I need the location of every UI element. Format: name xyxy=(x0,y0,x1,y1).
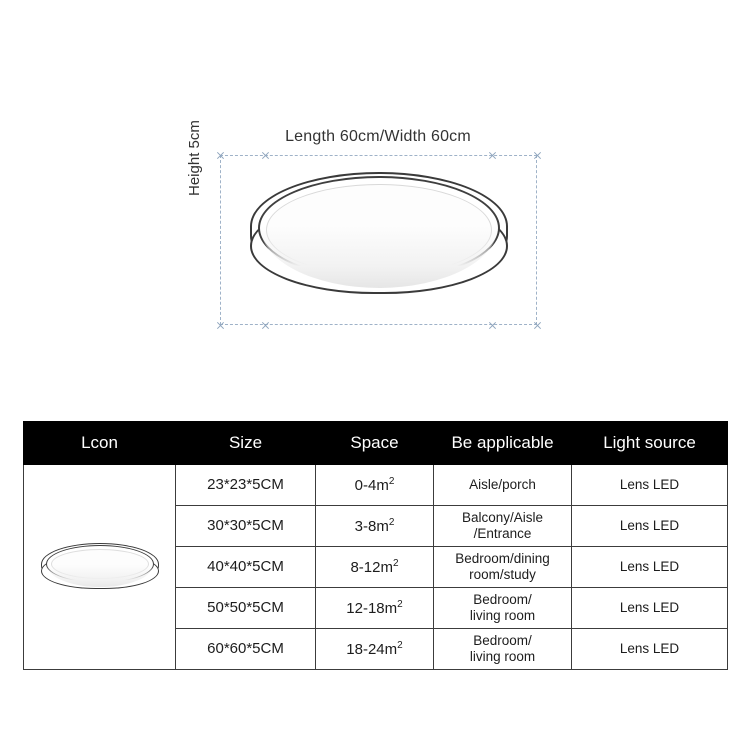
cell-space-unit: m xyxy=(376,476,389,494)
ceiling-lamp-icon xyxy=(250,172,508,304)
cell-light-source: Lens LED xyxy=(572,588,728,629)
product-icon-cell xyxy=(24,465,176,670)
cell-space-unit: m xyxy=(380,558,393,576)
cell-space xyxy=(316,629,434,670)
corner-tick-bottom-right xyxy=(533,321,542,330)
cell-light-source: Lens LED xyxy=(572,506,728,547)
cell-space-sup: 2 xyxy=(388,516,395,528)
cell-applicable-line2: room/study xyxy=(469,567,536,582)
cell-size: 60*60*5CM xyxy=(176,629,316,670)
tick-bottom-left-inner xyxy=(261,321,270,330)
header-size: Size xyxy=(176,422,316,465)
cell-space-sup: 2 xyxy=(388,475,395,487)
cell-space-value: 18-24 xyxy=(346,640,385,658)
cell-applicable xyxy=(434,506,572,547)
cell-space xyxy=(316,506,434,547)
cell-applicable-line2: living room xyxy=(469,649,536,664)
cell-space-value: 0-4 xyxy=(354,476,377,494)
cell-size: 23*23*5CM xyxy=(176,465,316,506)
cell-space xyxy=(316,547,434,588)
cell-space-value: 3-8 xyxy=(354,517,377,535)
table-row xyxy=(24,465,728,506)
tick-top-left-inner xyxy=(261,151,270,160)
specification-table xyxy=(23,421,728,670)
corner-tick-top-left xyxy=(216,151,225,160)
tick-top-right-inner xyxy=(488,151,497,160)
cell-applicable-line1: Bedroom/ xyxy=(473,592,532,608)
cell-space xyxy=(316,465,434,506)
cell-applicable xyxy=(434,588,572,629)
cell-space-value: 8-12 xyxy=(350,558,381,576)
cell-light-source: Lens LED xyxy=(572,629,728,670)
cell-space-sup: 2 xyxy=(397,598,403,610)
cell-applicable-line2: living room xyxy=(469,608,536,623)
width-dimension-label: Length 60cm/Width 60cm xyxy=(285,128,471,145)
header-be-applicable: Be applicable xyxy=(434,422,572,465)
header-light-source: Light source xyxy=(572,422,728,465)
cell-applicable-line1: Balcony/Aisle xyxy=(461,510,544,526)
cell-space-sup: 2 xyxy=(397,639,403,651)
cell-size: 30*30*5CM xyxy=(176,506,316,547)
header-icon: Lcon xyxy=(24,422,176,465)
cell-size: 40*40*5CM xyxy=(176,547,316,588)
cell-space-unit: m xyxy=(376,517,389,535)
header-space: Space xyxy=(316,422,434,465)
cell-space-value: 12-18 xyxy=(346,599,385,617)
corner-tick-bottom-left xyxy=(216,321,225,330)
cell-applicable xyxy=(434,465,572,506)
cell-applicable xyxy=(434,629,572,670)
cell-applicable-line1: Bedroom/ xyxy=(473,633,532,649)
cell-applicable-line1: Bedroom/dining xyxy=(455,551,550,567)
table-header-row xyxy=(24,422,728,465)
cell-size: 50*50*5CM xyxy=(176,588,316,629)
cell-space-unit: m xyxy=(384,599,398,617)
cell-applicable-line2: /Entrance xyxy=(473,526,532,541)
cell-applicable xyxy=(434,547,572,588)
cell-applicable-line1: Aisle/porch xyxy=(469,477,536,493)
cell-space-unit: m xyxy=(384,640,398,658)
corner-tick-top-right xyxy=(533,151,542,160)
ceiling-lamp-icon xyxy=(41,541,159,593)
cell-space-sup: 2 xyxy=(392,557,399,569)
tick-bottom-right-inner xyxy=(488,321,497,330)
cell-space xyxy=(316,588,434,629)
height-dimension-label: Height 5cm xyxy=(186,120,203,196)
cell-light-source: Lens LED xyxy=(572,465,728,506)
cell-light-source: Lens LED xyxy=(572,547,728,588)
